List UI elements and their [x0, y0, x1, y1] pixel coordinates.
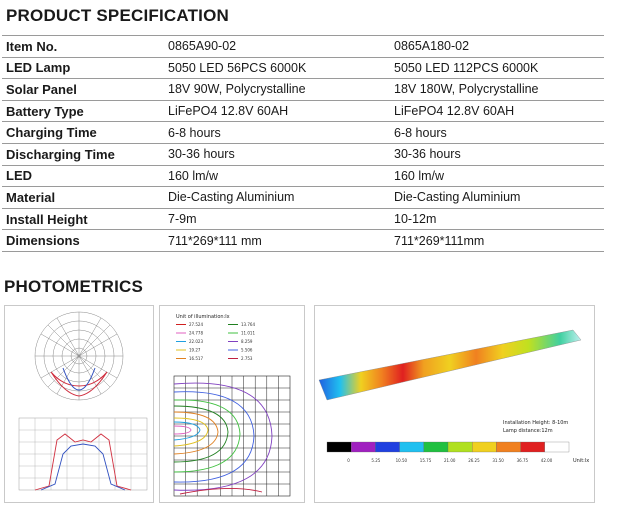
scale-color-cell — [496, 442, 520, 452]
illuminance-scale-bar — [327, 442, 569, 452]
spec-value-model-b: LiFePO4 12.8V 60AH — [390, 100, 604, 122]
spec-value-model-a: 7-9m — [164, 208, 390, 230]
spec-title: PRODUCT SPECIFICATION — [6, 6, 230, 25]
lamp-distance: Lamp distance:12m — [503, 428, 553, 434]
spec-value-model-a: 18V 90W, Polycrystalline — [164, 79, 390, 101]
scale-color-cell — [351, 442, 375, 452]
scale-color-cell — [327, 442, 351, 452]
spec-label: Install Height — [2, 208, 164, 230]
isolux-legend-value: 16.517 — [189, 356, 203, 361]
spec-row — [2, 187, 604, 209]
isolux-title: Unit of illumination:lx — [176, 314, 230, 320]
spec-value-model-a: 160 lm/w — [164, 165, 390, 187]
scale-label: 42.00 — [540, 458, 553, 463]
spec-value-model-b: Die-Casting Aluminium — [390, 187, 604, 209]
scale-color-cell — [545, 442, 569, 452]
polar-diagram — [35, 312, 123, 400]
spec-row — [2, 230, 604, 252]
spec-label: LED — [2, 165, 164, 187]
isolux-legend-value: 11.011 — [241, 330, 255, 336]
spec-row — [2, 36, 604, 58]
isolux-legend-value: 2.753 — [241, 356, 253, 361]
spec-value-model-a: 6-8 hours — [164, 122, 390, 144]
scale-color-cell — [375, 442, 399, 452]
isolux-legend-value: 22.023 — [189, 339, 203, 344]
spec-label: Discharging Time — [2, 143, 164, 165]
isolux-legend-value: 19.27 — [189, 347, 201, 353]
spec-row — [2, 79, 604, 101]
scale-label: 5.25 — [371, 458, 381, 463]
spec-value-model-a: 5050 LED 56PCS 6000K — [164, 57, 390, 79]
isolux-panel — [159, 305, 305, 503]
spec-label: Material — [2, 187, 164, 209]
spec-row — [2, 122, 604, 144]
spec-row — [2, 165, 604, 187]
scale-color-cell — [448, 442, 472, 452]
scale-color-cell — [424, 442, 448, 452]
spec-value-model-b: 6-8 hours — [390, 122, 604, 144]
polar-curve-panel — [4, 305, 154, 503]
scale-color-cell — [521, 442, 545, 452]
scale-color-cell — [400, 442, 424, 452]
spec-label: Charging Time — [2, 122, 164, 144]
spec-row — [2, 100, 604, 122]
spec-value-model-b: 160 lm/w — [390, 165, 604, 187]
spec-row — [2, 208, 604, 230]
spec-value-model-a: 711*269*111 mm — [164, 230, 390, 252]
isolux-legend-value: 24.778 — [189, 330, 203, 336]
isolux-legend-value: 27.524 — [189, 322, 203, 327]
spec-row — [2, 57, 604, 79]
scale-unit: Unit:lx — [573, 458, 590, 464]
scale-label: 26.25 — [468, 458, 480, 463]
spec-row — [2, 143, 604, 165]
spec-value-model-a: Die-Casting Aluminium — [164, 187, 390, 209]
spec-value-model-b: 5050 LED 112PCS 6000K — [390, 57, 604, 79]
installation-height: Installation Height: 8-10m — [503, 420, 569, 426]
road-heatmap — [319, 330, 581, 400]
spec-value-model-b: 30-36 hours — [390, 143, 604, 165]
linear-chart — [19, 418, 147, 490]
isolux-contours — [174, 383, 272, 494]
spec-value-model-a: LiFePO4 12.8V 60AH — [164, 100, 390, 122]
isolux-legend-value: 5.506 — [241, 347, 253, 353]
scale-label: 21.00 — [444, 458, 456, 463]
spec-value-model-b: 18V 180W, Polycrystalline — [390, 79, 604, 101]
scale-label: 15.75 — [419, 458, 432, 463]
spec-label: Dimensions — [2, 230, 164, 252]
photometrics-title: PHOTOMETRICS — [4, 277, 144, 296]
road-render-panel — [314, 305, 595, 503]
spec-value-model-a: 0865A90-02 — [164, 36, 390, 58]
scale-color-cell — [472, 442, 496, 452]
spec-label: Item No. — [2, 36, 164, 58]
spec-label: Solar Panel — [2, 79, 164, 101]
spec-value-model-a: 30-36 hours — [164, 143, 390, 165]
isolux-legend-value: 8.259 — [241, 339, 253, 344]
spec-label: Battery Type — [2, 100, 164, 122]
spec-label: LED Lamp — [2, 57, 164, 79]
spec-value-model-b: 711*269*111mm — [390, 230, 604, 252]
scale-label: 36.75 — [516, 458, 529, 463]
scale-label: 10.50 — [395, 458, 408, 463]
scale-label: 0 — [347, 458, 350, 463]
spec-value-model-b: 0865A180-02 — [390, 36, 604, 58]
spec-table — [2, 35, 604, 252]
scale-label: 31.50 — [492, 458, 504, 463]
spec-value-model-b: 10-12m — [390, 208, 604, 230]
isolux-legend-value: 13.764 — [241, 322, 255, 327]
